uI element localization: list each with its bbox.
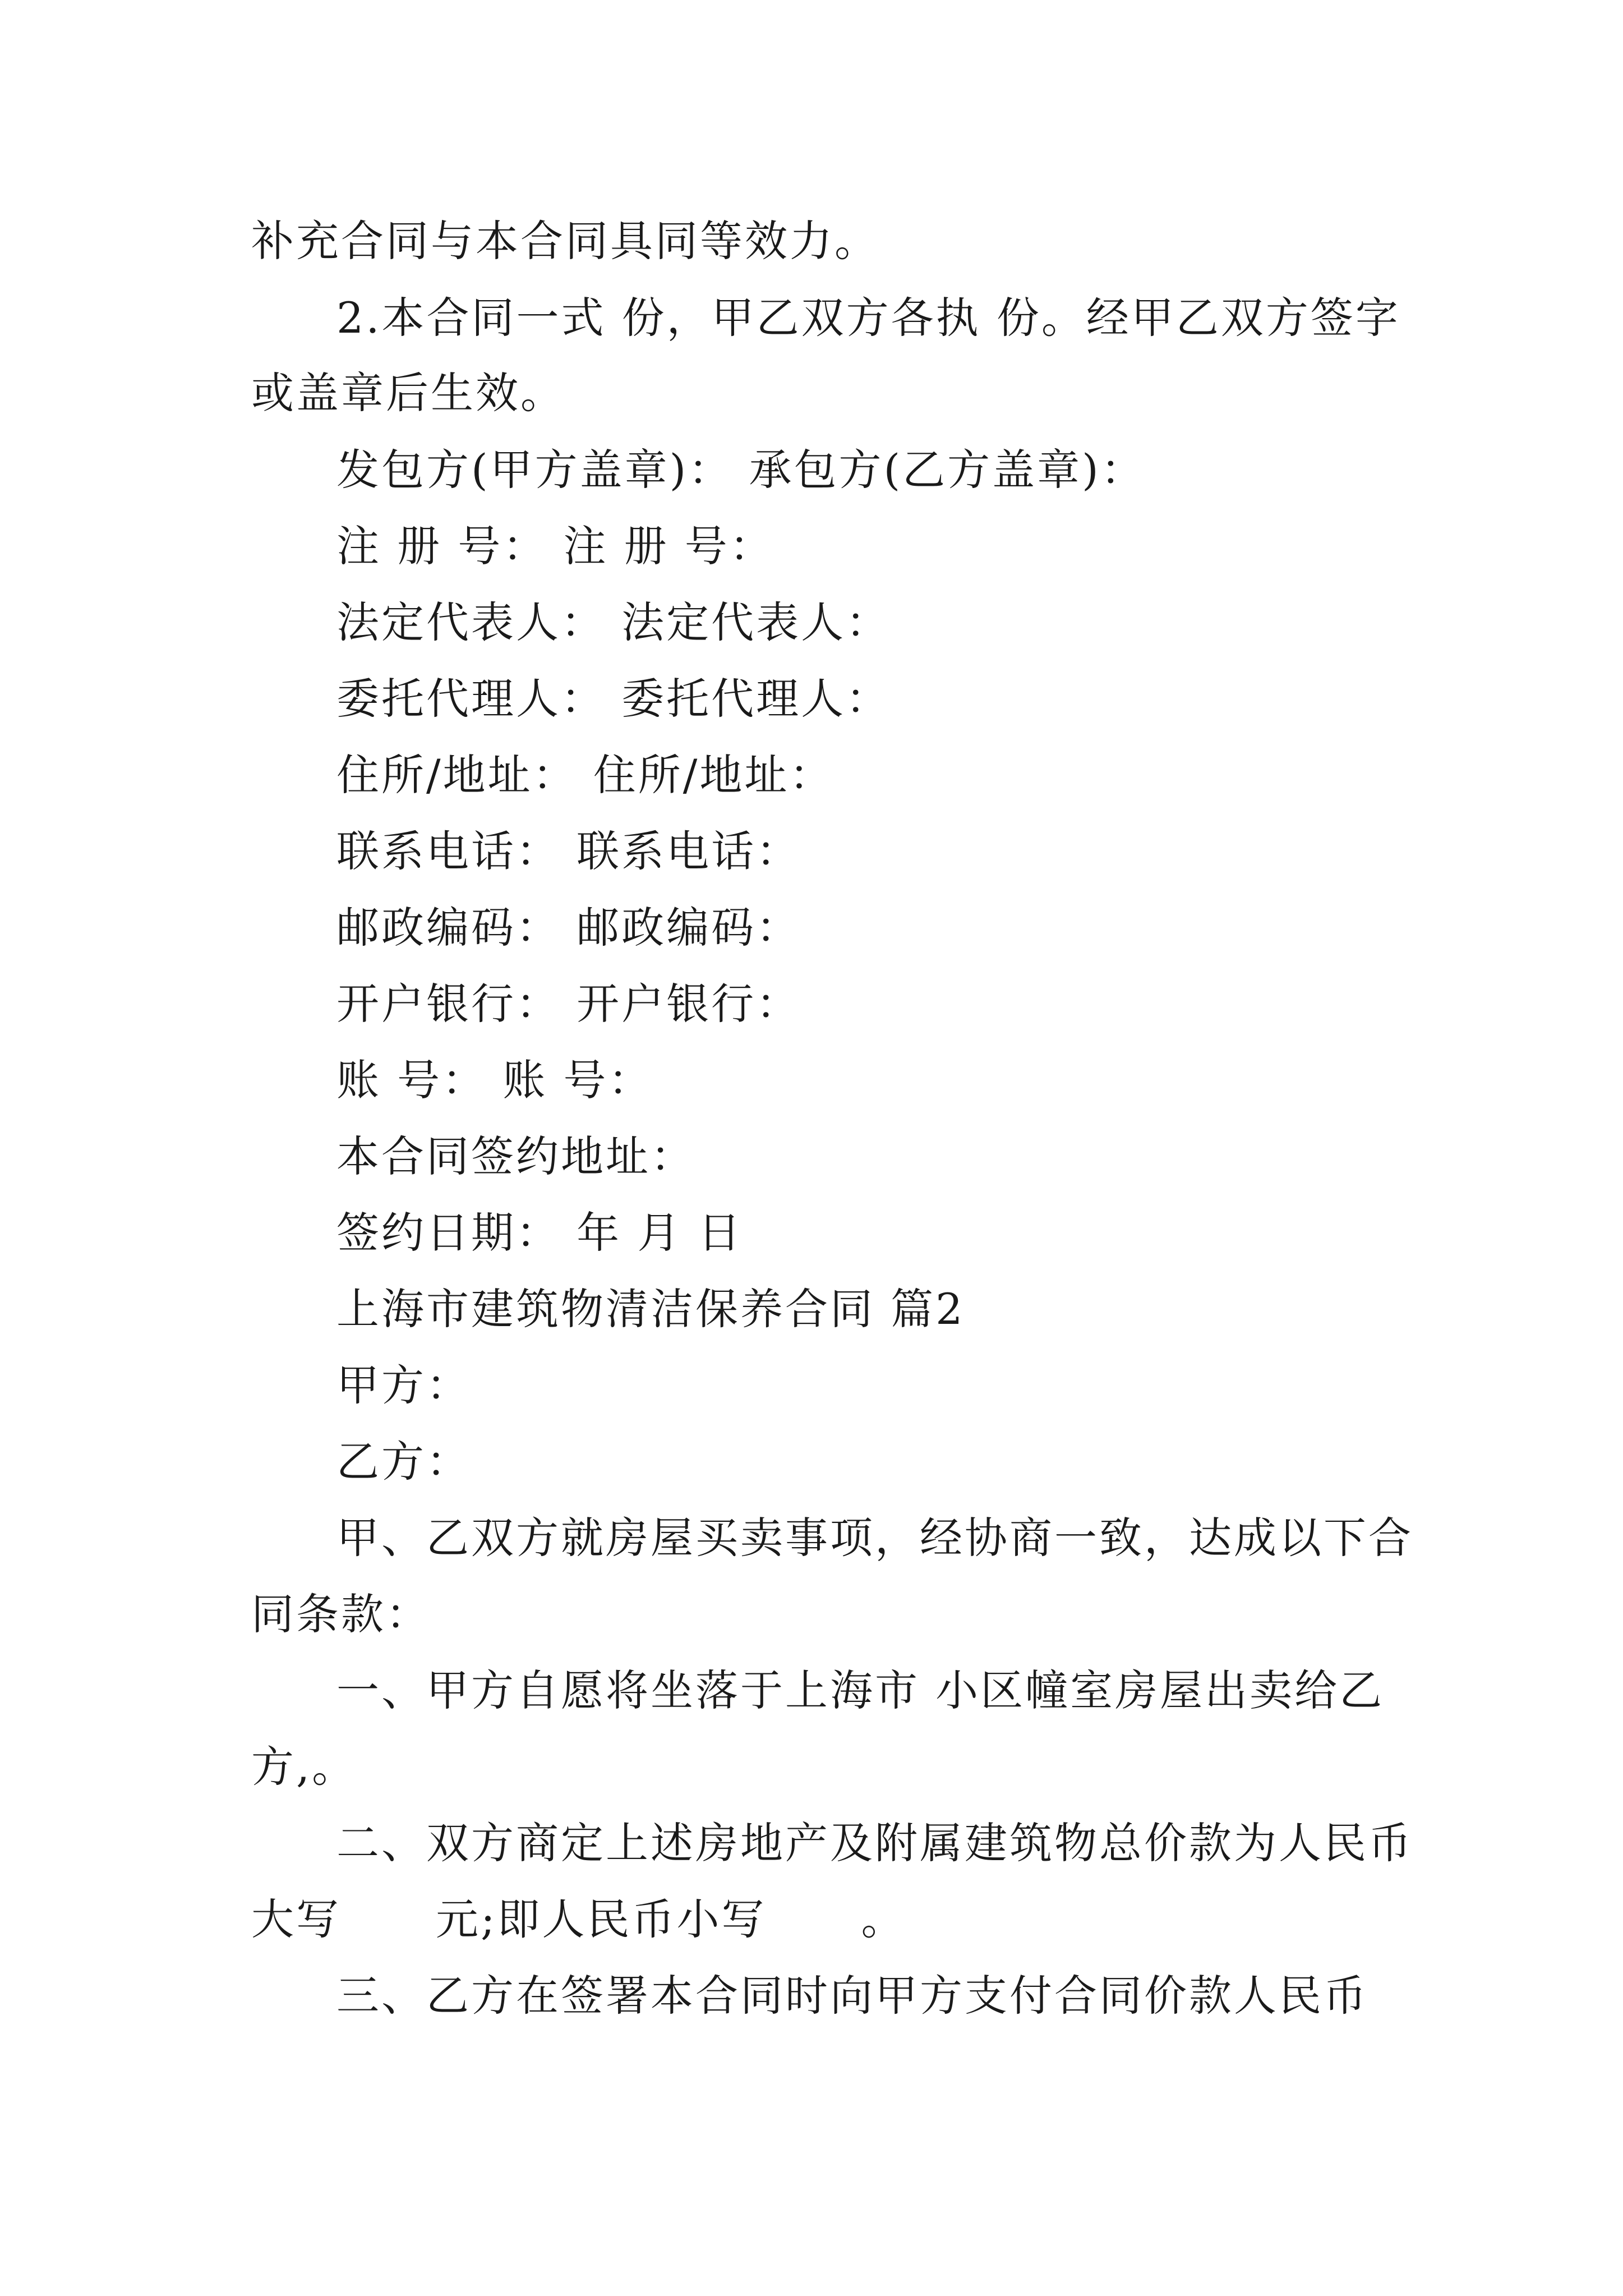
text-line: 账 号： 账 号： <box>336 1055 653 1105</box>
text-line: 住所/地址： 住所/地址： <box>336 750 834 800</box>
text-line: 委托代理人： 委托代理人： <box>336 674 891 724</box>
text-line: 三、乙方在签署本合同时向甲方支付合同价款人民币 <box>336 1971 1368 2021</box>
section-heading: 上海市建筑物清洁保养合同 篇2 <box>336 1284 965 1334</box>
text-line: 本合同签约地址： <box>336 1131 695 1181</box>
text-line: 大写 元;即人民币小写 。 <box>251 1894 906 1944</box>
text-line: 补充合同与本合同具同等效力。 <box>251 216 879 266</box>
text-line: 二、双方商定上述房地产及附属建筑物总价款为人民币 <box>336 1818 1413 1868</box>
text-line: 方,。 <box>251 1742 357 1792</box>
text-line: 法定代表人： 法定代表人： <box>336 597 891 647</box>
text-line: 注 册 号： 注 册 号： <box>336 521 774 571</box>
text-line: 甲、乙双方就房屋买卖事项，经协商一致，达成以下合 <box>336 1513 1413 1563</box>
text-line: 邮政编码： 邮政编码： <box>336 903 801 953</box>
text-line: 开户银行： 开户银行： <box>336 979 801 1029</box>
text-line: 一、甲方自愿将坐落于上海市 小区幢室房屋出卖给乙 <box>336 1665 1385 1715</box>
text-line: 甲方： <box>336 1360 471 1410</box>
text-line: 2.本合同一式 份，甲乙双方各执 份。经甲乙双方签字 <box>336 293 1400 343</box>
text-line: 乙方： <box>336 1437 471 1487</box>
text-line: 发包方(甲方盖章)： 承包方(乙方盖章)： <box>336 445 1146 495</box>
text-line: 或盖章后生效。 <box>251 368 565 418</box>
text-line: 联系电话： 联系电话： <box>336 826 801 876</box>
text-line: 签约日期： 年 月 日 <box>336 1208 743 1258</box>
text-line: 同条款： <box>251 1589 431 1639</box>
